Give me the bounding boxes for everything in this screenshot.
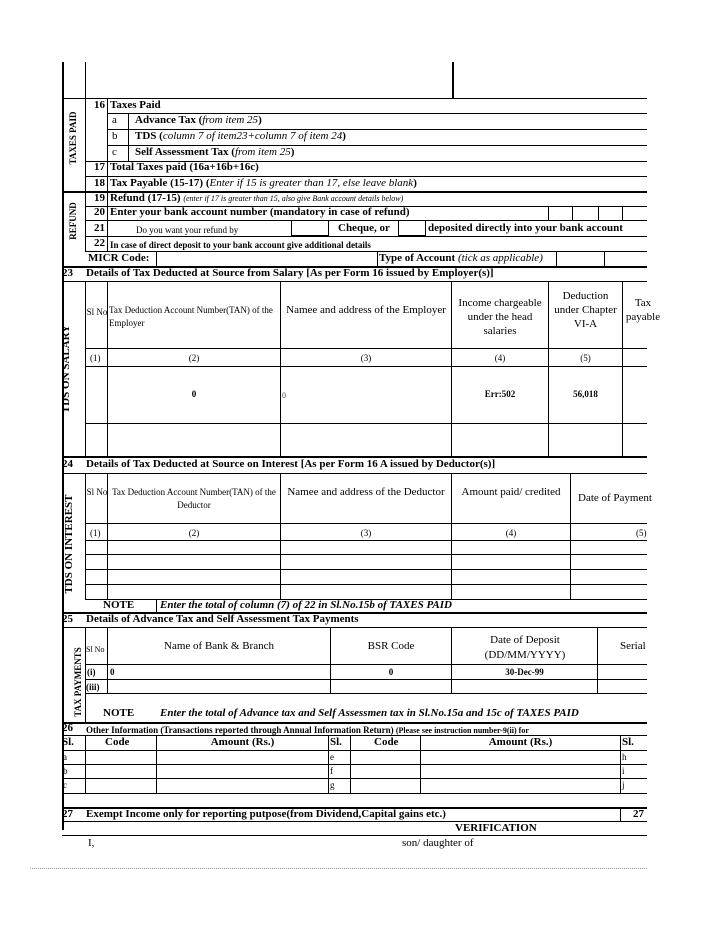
sec25-row2-sl: (iii) [86,682,100,692]
sec26-b: b [63,766,68,776]
hline [85,220,647,221]
hline [62,281,647,282]
sec23-h-income: Income chargeable under the head salaries [458,297,542,337]
sec25-h-sl: Sl No [86,645,105,654]
vline [622,206,623,220]
sec25-h-bsr: BSR Code [367,640,415,652]
sec25-h-serial: Serial [620,640,646,652]
hline [85,554,647,555]
sec26-h-code2: Code [374,736,399,748]
row18-label: Tax Payable (15-17) (Enter if 15 is greater than 17, else leave blank) [110,177,417,189]
sec24-title: Details of Tax Deducted at Source on Interest [As per Form 16 A issued by Deductor(s)] [86,458,496,470]
vline [128,113,129,161]
row16-label: Taxes Paid [110,99,161,111]
sec25-num: 25 [62,613,73,625]
refund-label: REFUND [68,202,78,240]
row17-num: 17 [94,161,105,173]
row17-label: Total Taxes paid (16a+16b+16c) [110,161,259,173]
sec26-a: a [63,752,67,762]
refund-deposit-checkbox[interactable] [398,220,426,236]
hline [85,540,647,541]
sec25-row1-date: 30-Dec-99 [505,667,544,677]
hline [62,835,647,836]
vline [597,627,598,693]
hline [62,750,647,751]
sec23-col2: (2) [188,353,200,363]
sec26-h-code1: Code [105,736,130,748]
sec26-h-sl1: Sl. [62,736,74,748]
cheque-label: Cheque, or [338,222,390,234]
sec23-col5: (5) [580,353,591,363]
sec26-f: f [330,766,333,776]
sec27-title: Exempt Income only for reporting putpose(from Dividend,Capital gains etc.) [86,808,446,820]
sec24-col4: (4) [505,528,517,538]
row20-num: 20 [94,206,105,218]
hline [85,693,647,694]
sec23-tan-value: 0 [191,389,197,399]
sec25-note-label: NOTE [103,707,135,719]
sec23-h-sl: Sl No [86,307,108,317]
taxes-paid-label: TAXES PAID [68,111,78,165]
hline [85,423,647,424]
hline [85,366,647,367]
sec24-h-date: Date of Payment [578,492,652,504]
tds-salary-label: TDS ON SALARY [60,324,72,414]
hline [62,778,647,779]
row16b-letter: b [112,130,118,142]
hline [85,348,647,349]
vline [280,281,281,456]
sec23-col3: (3) [360,353,372,363]
row19-num: 19 [94,192,105,204]
vline [156,599,157,612]
vline [604,251,605,266]
vline [330,627,331,693]
sec26-i: i [622,766,625,776]
hline [85,664,647,665]
sec24-h-amount: Amount paid/ credited [461,486,561,498]
verification-i: I, [88,837,95,849]
sec26-c: c [63,780,67,790]
row16c-letter: c [112,146,117,158]
sec26-h: h [622,752,627,762]
row22-num: 22 [94,237,105,249]
row21-num: 21 [94,222,105,234]
row16a-label: Advance Tax (from item 25) [135,114,262,126]
sec24-h-name: Namee and address of the Deductor [287,486,445,498]
account-type-label: Type of Account (tick as applicable) [379,252,543,264]
sec26-num: 26 [62,722,73,734]
sec26-h-sl2: Sl. [330,736,342,748]
hline [62,793,647,794]
sec23-num: 23 [62,267,73,279]
row16a-letter: a [112,114,117,126]
micr-label: MICR Code: [88,252,150,264]
sec26-g: g [330,780,335,790]
sec25-note-text: Enter the total of Advance tax and Self Assessmen tax in Sl.No.15a and 15c of TAXES PAID [160,707,579,719]
sec26-h-amt2: Amount (Rs.) [488,736,553,748]
vline [556,251,557,266]
sec24-col1: (1) [90,528,101,538]
sec26-e: e [330,752,334,762]
sec24-col2: (2) [188,528,200,538]
vline [451,627,452,693]
top-divider-1 [85,62,86,98]
dotted-line [30,868,647,869]
sec25-row1-bank: 0 [110,667,115,677]
sec24-note-text: Enter the total of column (7) of 22 in Sl.No.15b of TAXES PAID [160,599,452,611]
hline [85,679,647,680]
sec23-deduction-value: 56,018 [573,389,598,399]
vline [156,251,157,266]
sec26-h-sl3: Sl. [622,736,634,748]
vline [377,251,378,266]
hline [85,584,647,585]
sec23-col1: (1) [90,353,101,363]
sec23-title: Details of Tax Deducted at Source from Salary [As per Form 16 issued by Employer(s)] [86,267,494,279]
row16b-label: TDS (column 7 of item23+column 7 of item 24) [135,130,346,142]
hline [62,473,647,474]
vline [107,627,108,693]
vline [598,206,599,220]
sec26-j: j [622,780,625,790]
sec23-income-value: Err:502 [484,389,516,399]
sec24-h-sl: Sl No [86,487,108,497]
verification-son: son/ daughter of [402,837,474,849]
sec24-note-label: NOTE [103,599,135,611]
sec25-h-date: Date of Deposit (DD/MM/YYYY) [484,634,566,661]
vline [548,206,549,220]
sec25-h-bank: Name of Bank & Branch [164,640,274,652]
vline [620,807,621,821]
sec24-num: 24 [62,458,73,470]
sec23-name-value: 0 [282,391,286,400]
hline [85,251,647,252]
hline [62,821,647,822]
sec24-col3: (3) [360,528,372,538]
row16c-label: Self Assessment Tax (from item 25) [135,146,295,158]
tds-interest-label: TDS ON INTEREST [63,494,75,594]
row20-label: Enter your bank account number (mandatory in case of refund) [110,206,410,218]
refund-cheque-checkbox[interactable] [291,220,329,236]
top-divider-2 [452,62,454,98]
sec25-title: Details of Advance Tax and Self Assessment Tax Payments [86,613,359,625]
hline [85,236,647,237]
row19-label: Refund (17-15) (enter if 17 is greater than 15, also give Bank account details below) [110,192,404,204]
sec27-num: 27 [62,808,73,820]
inner-left-divider [85,98,86,252]
row16-num: 16 [94,99,105,111]
hline [85,569,647,570]
row18-num: 18 [94,177,105,189]
row22-label: In case of direct deposit to your bank account give additional details [110,240,371,250]
sec24-h-tan: Tax Deduction Account Number(TAN) of the Deductor [112,487,276,510]
hline [62,627,647,628]
sec26-title: Other Information (Transactions reported through Annual Information Return) (Please see instruction number-9(ii) for [86,725,529,735]
vline [570,473,571,599]
sec23-h-tax: Tax payable [625,297,661,323]
vline [572,206,573,220]
sec23-h-tan: Tax Deduction Account Number(TAN) of the Employer [109,305,273,328]
sec23-col4: (4) [494,353,506,363]
sec26-h-amt1: Amount (Rs.) [210,736,275,748]
sec24-col5: (5) [636,528,647,538]
sec23-h-deduction: Deduction under Chapter VI-A [554,290,617,330]
deposit-label: deposited directly into your bank account [428,222,623,234]
vline [107,98,108,252]
vline [85,627,86,722]
tax-payments-label: TAX PAYMENTS [73,647,83,717]
sec25-row1-sl: (i) [87,667,96,677]
sec25-row1-bsr: 0 [388,667,394,677]
hline [62,764,647,765]
left-border-top [62,62,64,98]
hline [85,523,647,524]
sec27-right-num: 27 [633,808,644,820]
row21-label: Do you want your refund by [136,225,239,235]
sec23-h-name: Namee and address of the Employer [286,304,446,316]
verification-title: VERIFICATION [455,822,537,834]
